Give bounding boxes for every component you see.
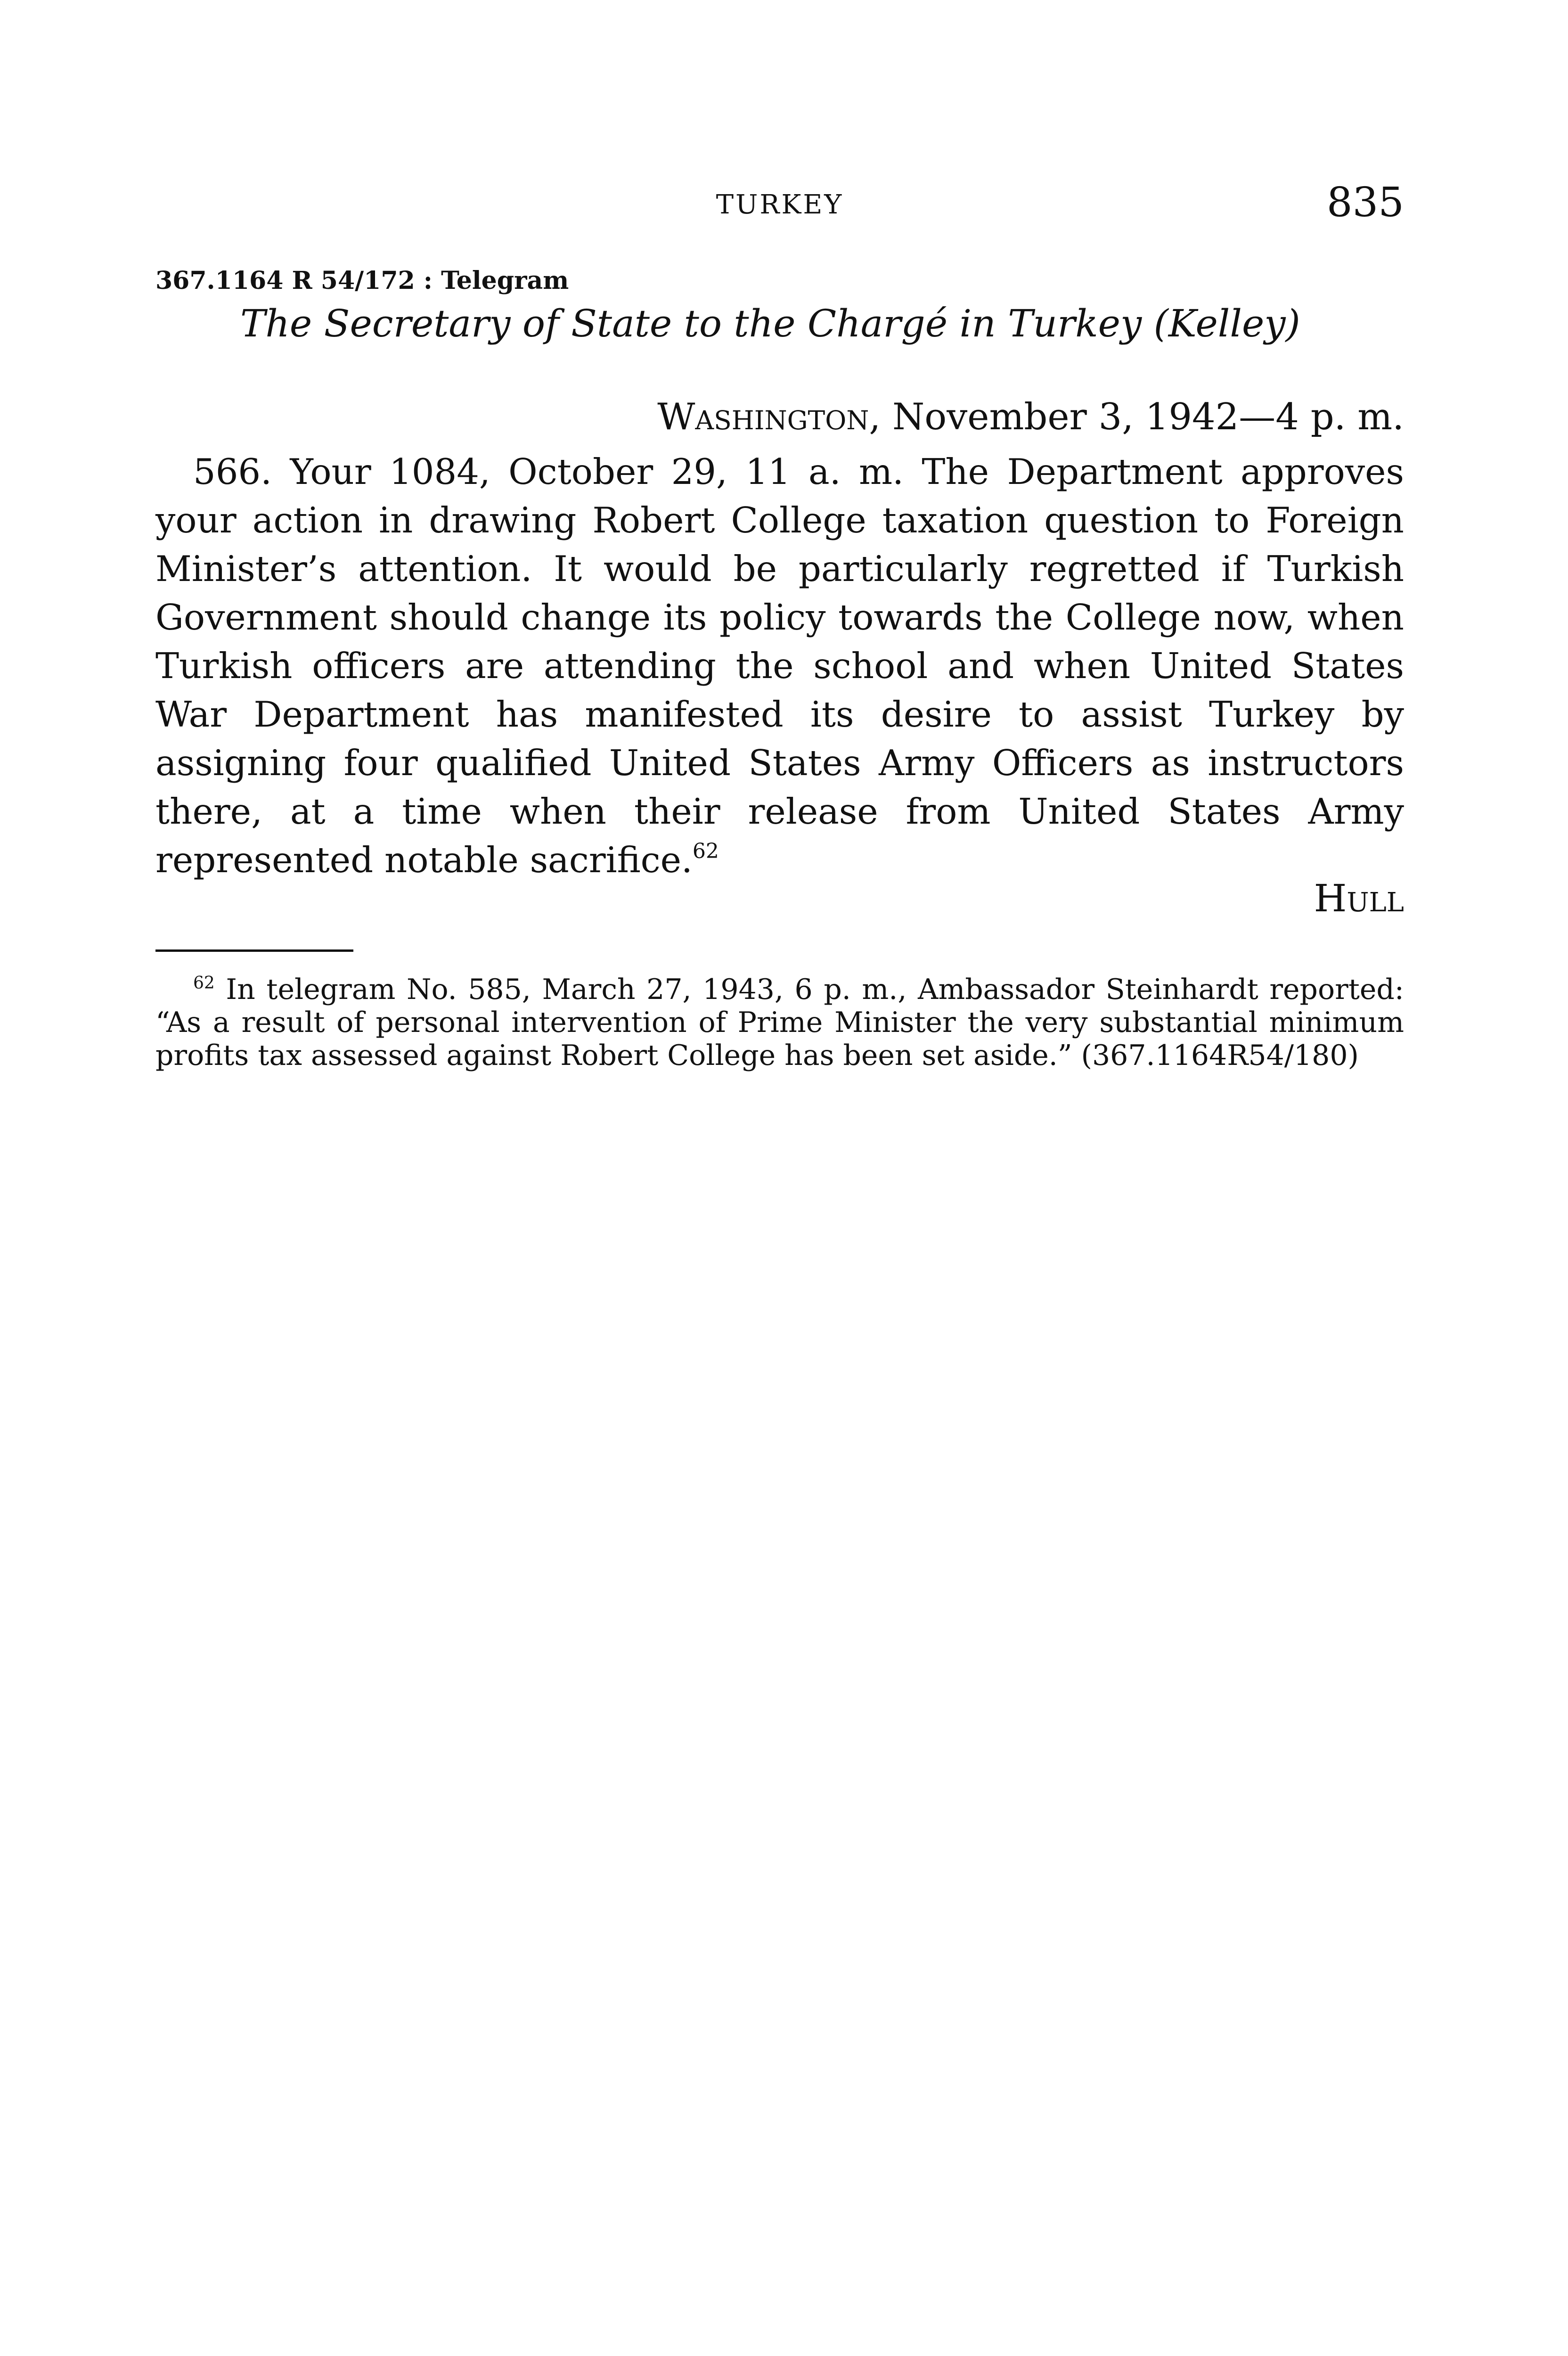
footnote [155,973,1404,1072]
footnote-divider [155,949,353,952]
dateline-date: , November 3, 1942—4 p. m. [869,396,1404,438]
signature: Hull [1314,876,1404,920]
telegram-body [155,448,1404,884]
footnote-text: In telegram No. 585, March 27, 1943, 6 p. m., Ambassador Steinhardt reported: “As a result of personal intervention of Prime Minister the very substantial minimum profits tax assessed against Robert College has been set aside.” (367.1164R54/180) [155,973,1404,1072]
footnote-marker: 62 [193,973,215,993]
dateline-place: Washington [657,396,869,438]
document-title: The Secretary of State to the Chargé in Turkey (Kelley) [240,302,1300,345]
file-reference: 367.1164 R 54/172 : Telegram [155,266,569,295]
dateline [657,396,1404,438]
page-number: 835 [1326,179,1404,226]
document-page [155,0,1404,2356]
running-title: TURKEY [716,189,844,220]
telegram-body-text: 566. Your 1084, October 29, 11 a. m. The Department approves your action in drawing Robert College taxation question to Foreign Minister’s attention. It would be particularly regretted if Turkish Government should change its policy towards the College now, when Turkish officers are attending the school and when United States War Department has manifested its desire to assist Turkey by assigning four qualified United States Army Officers as instructors there, at a time when their release from United States Army represented notable sacrifice. [155,451,1404,881]
footnote-reference: 62 [692,839,719,863]
running-head [155,179,1404,226]
